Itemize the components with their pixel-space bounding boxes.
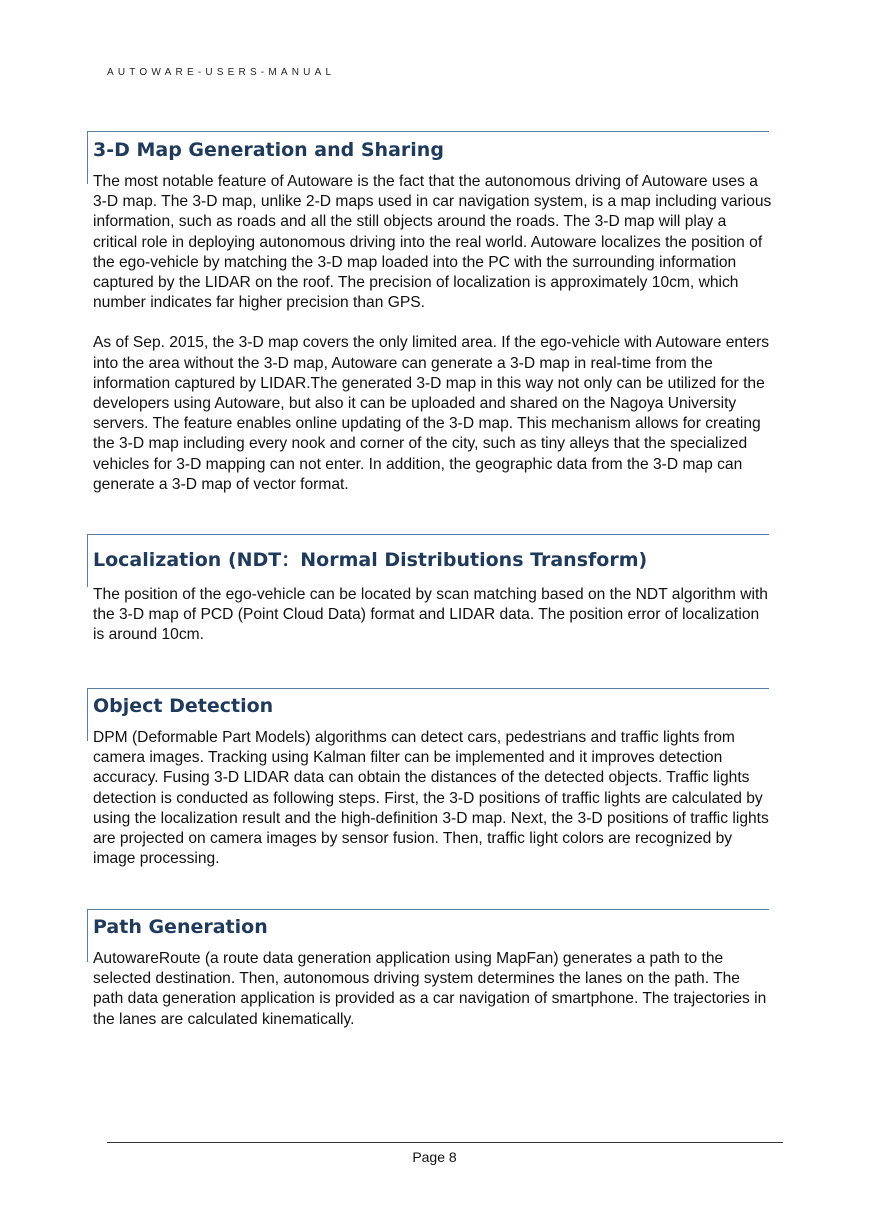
paragraph: As of Sep. 2015, the 3-D map covers the only limited area. If the ego-vehicle with Autoware enters into the area without the 3-D map, Autoware can generate a 3-D map in real-time from the information captured by LIDAR.The generated 3-D map in this way not only can be utilized for the developers using Autoware, but also it can be uploaded and shared on the Nagoya University servers. The feature enables online updating of the 3-D map. This mechanism allows for creating the 3-D map including every nook and corner of the city, such as tiny alleys that the specialized vehicles for 3-D mapping can not enter. In addition, the geographic data from the 3-D map can generate a 3-D map of vector format. [93,334,770,493]
section-body [93,949,773,1030]
section-body [93,585,773,646]
running-header: AUTOWARE-USERS-MANUAL [107,67,336,78]
paragraph: DPM (Deformable Part Models) algorithms can detect cars, pedestrians and traffic lights from camera images. Tracking using Kalman filter can be implemented and it improves detection accuracy. Fusing 3-D LIDAR data can obtain the distances of the detected objects. Traffic lights detection is conducted as following steps. First, the 3-D positions of traffic lights are calculated by using the localization result and the high-definition 3-D map. Next, the 3-D positions of traffic lights are projected on camera images by sensor fusion. Then, traffic light colors are recognized by image processing. [93,729,769,868]
paragraph: The most notable feature of Autoware is the fact that the autonomous driving of Autoware uses a 3-D map. The 3-D map, unlike 2-D maps used in car navigation system, is a map including various information, such as roads and all the still objects around the roads. The 3-D map will play a critical role in deploying autonomous driving into the real world. Autoware localizes the position of the ego-vehicle by matching the 3-D map loaded into the PC with the surrounding information captured by the LIDAR on the roof. The precision of localization is approximately 10cm, which number indicates far higher precision than GPS. [93,173,772,312]
section-title: Path Generation [93,916,268,938]
footer-rule [107,1142,783,1143]
paragraph: The position of the ego-vehicle can be located by scan matching based on the NDT algorithm with the 3-D map of PCD (Point Cloud Data) format and LIDAR data. The position error of localization is around 10cm. [93,586,768,644]
section-title: Localization (NDT：Normal Distributions Transform) [93,549,648,571]
section-title: Object Detection [93,695,274,717]
section-title: 3-D Map Generation and Sharing [93,139,444,161]
section-body [93,172,773,495]
paragraph: AutowareRoute (a route data generation application using MapFan) generates a path to the selected destination. Then, autonomous driving system determines the lanes on the path. The path data generation application is provided as a car navigation of smartphone. The trajectories in the lanes are calculated kinematically. [93,950,767,1028]
page-number: Page 8 [412,1149,457,1165]
section-body [93,728,773,869]
